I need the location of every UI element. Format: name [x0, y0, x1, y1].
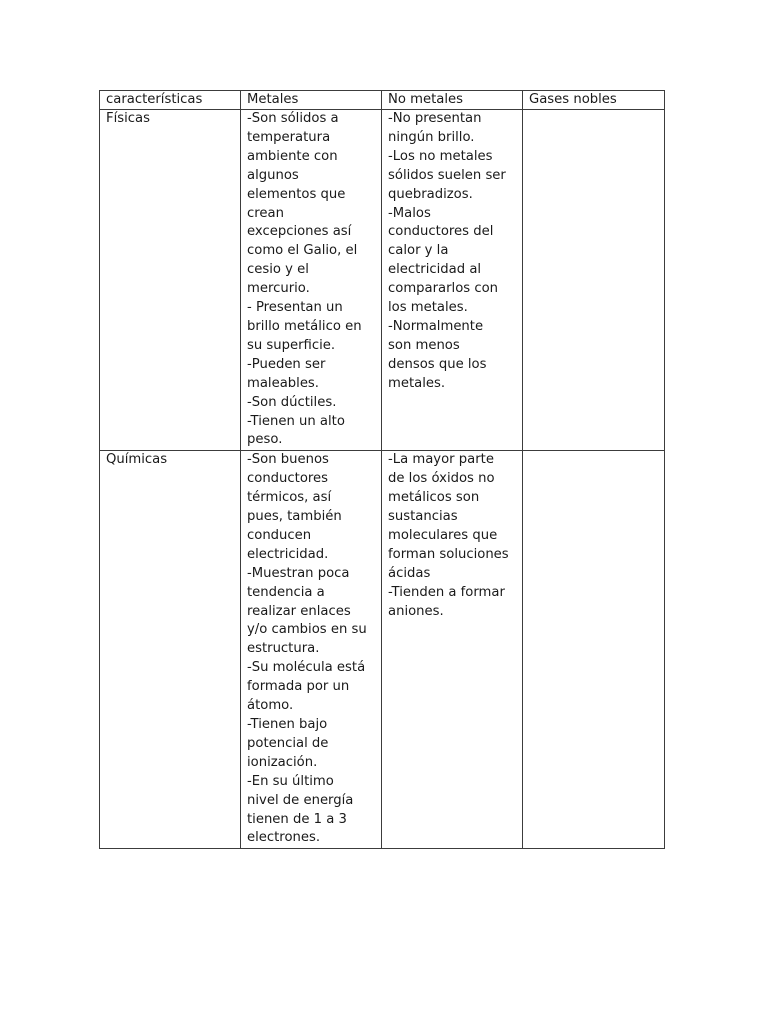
cell-text-line: -Su molécula está	[247, 660, 366, 676]
cell-text-line: quebradizos.	[388, 186, 473, 202]
table-row-quimicas	[100, 451, 665, 849]
cell-text-line: son menos	[388, 337, 460, 353]
cell-text-line: átomo.	[247, 698, 294, 714]
cell-text-line: estructura.	[247, 641, 320, 657]
cell-text-line: forman soluciones	[388, 546, 509, 562]
cell-text-line: potencial de	[247, 735, 329, 751]
cell-text-line: realizar enlaces	[247, 603, 351, 619]
cell-text-line: tienen de 1 a 3	[247, 811, 347, 827]
cell-text-line: térmicos, así	[247, 490, 332, 506]
cell-text-line: metales.	[388, 375, 446, 391]
cell-text-line: conducen	[247, 527, 312, 543]
cell-text-line: maleables.	[247, 375, 319, 391]
cell-text-line: excepciones así	[247, 224, 352, 240]
cell-text-line: tendencia a	[247, 584, 325, 600]
cell-text-line: -Tienen un alto	[247, 413, 345, 429]
cell-quimicas-no-metales	[382, 451, 523, 849]
cell-text-line: -Tienden a formar	[388, 584, 505, 600]
cell-text-line: calor y la	[388, 243, 449, 259]
cell-text-line: como el Galio, el	[247, 243, 358, 259]
cell-text-line: nivel de energía	[247, 792, 354, 808]
cell-text-line: los metales.	[388, 300, 468, 316]
header-caracteristicas: características	[100, 91, 241, 110]
cell-text-line: -No presentan	[388, 111, 482, 126]
cell-text-line: -La mayor parte	[388, 452, 494, 468]
cell-text-line: moleculares que	[388, 527, 498, 543]
cell-text-line: electrones.	[247, 830, 321, 846]
cell-text-line: crean	[247, 205, 284, 221]
cell-fisicas-gases-nobles	[523, 110, 665, 451]
cell-text-line: ácidas	[388, 565, 431, 581]
cell-text-line: peso.	[247, 432, 283, 448]
cell-text-line: - Presentan un	[247, 300, 343, 316]
cell-text-line: sólidos suelen ser	[388, 167, 506, 183]
cell-text-line: compararlos con	[388, 281, 499, 297]
cell-text-line: y/o cambios en su	[247, 622, 367, 638]
cell-text-line: sustancias	[388, 509, 458, 525]
cell-fisicas-metales	[241, 110, 382, 451]
cell-text-line: electricidad al	[388, 262, 482, 278]
header-gases-nobles: Gases nobles	[523, 91, 665, 110]
cell-text-line: -Pueden ser	[247, 356, 326, 372]
cell-text-line: densos que los	[388, 356, 487, 372]
cell-text-line: ionización.	[247, 754, 318, 770]
cell-text-line: formada por un	[247, 679, 350, 695]
header-no-metales: No metales	[382, 91, 523, 110]
cell-text-line: ambiente con	[247, 148, 338, 164]
cell-text-line: algunos	[247, 167, 299, 183]
comparison-table	[99, 90, 665, 849]
cell-quimicas-gases-nobles	[523, 451, 665, 849]
cell-text-line: pues, también	[247, 509, 342, 525]
cell-fisicas-no-metales	[382, 110, 523, 451]
cell-text-line: -Son dúctiles.	[247, 394, 337, 410]
cell-text-line: ningún brillo.	[388, 129, 475, 145]
cell-text-line: -Muestran poca	[247, 565, 350, 581]
cell-text-line: mercurio.	[247, 281, 310, 297]
cell-text-line: -En su último	[247, 773, 334, 789]
cell-text-line: su superficie.	[247, 337, 336, 353]
cell-text-line: -Normalmente	[388, 318, 484, 334]
cell-text-line: electricidad.	[247, 546, 329, 562]
cell-text-line: -Los no metales	[388, 148, 493, 164]
cell-text-line: cesio y el	[247, 262, 309, 278]
cell-text-line: -Tienen bajo	[247, 717, 328, 732]
cell-text-line: aniones.	[388, 603, 444, 619]
cell-quimicas-metales	[241, 451, 382, 849]
cell-text-line: temperatura	[247, 129, 331, 145]
cell-text-line: -Son buenos	[247, 452, 329, 468]
cell-text-line: -Son sólidos a	[247, 111, 339, 126]
cell-text-line: conductores	[247, 471, 329, 487]
table-row-fisicas	[100, 110, 665, 451]
row-label-quimicas: Químicas	[100, 451, 241, 849]
row-label-fisicas: Físicas	[100, 110, 241, 451]
cell-text-line: brillo metálico en	[247, 318, 362, 334]
cell-text-line: metálicos son	[388, 490, 480, 506]
header-metales: Metales	[241, 91, 382, 110]
cell-text-line: de los óxidos no	[388, 471, 495, 487]
table-header-row	[100, 91, 665, 110]
cell-text-line: conductores del	[388, 224, 494, 240]
cell-text-line: -Malos	[388, 205, 431, 221]
cell-text-line: elementos que	[247, 186, 346, 202]
